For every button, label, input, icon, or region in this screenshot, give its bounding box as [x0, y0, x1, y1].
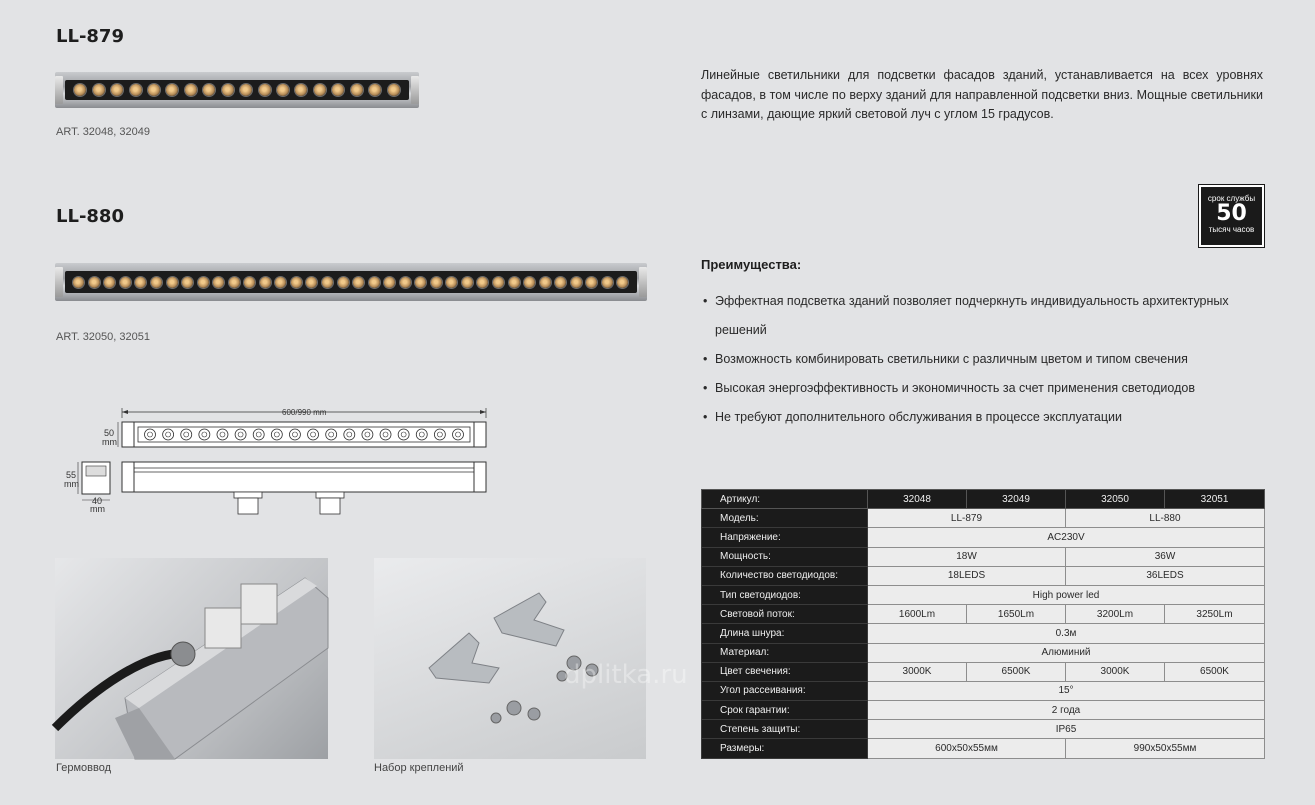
spec-label: Световой поток:	[702, 605, 868, 624]
led	[524, 277, 535, 288]
led	[260, 277, 271, 288]
spec-value: Алюминий	[868, 643, 1265, 662]
led	[93, 84, 105, 96]
drawing-led	[289, 429, 300, 440]
spec-value: 0.3м	[868, 624, 1265, 643]
advantage-item: • Эффектная подсветка зданий позволяет подчеркнуть индивидуальность архитектурных решений	[701, 287, 1265, 345]
spec-value: 1650Lm	[967, 605, 1066, 624]
led	[89, 277, 100, 288]
spec-value: High power led	[868, 585, 1265, 604]
product-image-ll880	[55, 263, 647, 301]
led	[369, 277, 380, 288]
led	[431, 277, 442, 288]
spec-row	[702, 662, 1265, 681]
spec-article: 32049	[967, 490, 1066, 509]
led	[120, 277, 131, 288]
drawing-led	[453, 429, 464, 440]
advantage-item: • Высокая энергоэффективность и экономичность за счет применения светодиодов	[701, 374, 1265, 403]
led	[322, 277, 333, 288]
spec-row	[702, 643, 1265, 662]
spec-value: 3000K	[1066, 662, 1165, 681]
spec-label: Угол рассеивания:	[702, 681, 868, 700]
spec-row	[702, 509, 1265, 528]
dim-width: 40	[92, 496, 103, 506]
photo-cable-gland	[55, 558, 328, 759]
advantage-item: • Не требуют дополнительного обслуживания в процессе эксплуатации	[701, 403, 1265, 432]
badge-top-text: срок службы	[1207, 194, 1256, 203]
led	[244, 277, 255, 288]
led	[493, 277, 504, 288]
spec-label: Напряжение:	[702, 528, 868, 547]
drawing-led	[398, 429, 409, 440]
led	[509, 277, 520, 288]
drawing-led	[380, 429, 391, 440]
led	[167, 277, 178, 288]
spec-label: Модель:	[702, 509, 868, 528]
led	[617, 277, 628, 288]
led	[295, 84, 307, 96]
drawing-led	[235, 429, 246, 440]
spec-value: 1600Lm	[868, 605, 967, 624]
spec-value: 18LEDS	[868, 566, 1066, 585]
led	[462, 277, 473, 288]
led	[338, 277, 349, 288]
drawing-led	[434, 429, 445, 440]
spec-row	[702, 681, 1265, 700]
led	[540, 277, 551, 288]
dim-width-unit: mm	[90, 504, 105, 514]
dim-height-top: 50	[104, 428, 115, 438]
led	[185, 84, 197, 96]
spec-value: 3000K	[868, 662, 967, 681]
spec-label: Количество светодиодов:	[702, 566, 868, 585]
led	[277, 84, 289, 96]
led	[74, 84, 86, 96]
spec-article: 32050	[1066, 490, 1165, 509]
led	[222, 84, 234, 96]
led	[306, 277, 317, 288]
dim-length-label: 600/990 mm	[282, 408, 327, 417]
product-title-ll880: LL-880	[56, 206, 124, 227]
photo-mount-kit	[374, 558, 688, 759]
led	[259, 84, 271, 96]
spec-label: Артикул:	[702, 490, 868, 509]
spec-label: Размеры:	[702, 739, 868, 758]
spec-label: Цвет свечения:	[702, 662, 868, 681]
spec-value: 3250Lm	[1165, 605, 1265, 624]
led	[111, 84, 123, 96]
spec-value: 18W	[868, 547, 1066, 566]
led	[384, 277, 395, 288]
spec-value: LL-879	[868, 509, 1066, 528]
spec-header-row	[702, 490, 1265, 509]
led	[477, 277, 488, 288]
drawing-led	[217, 429, 228, 440]
led	[400, 277, 411, 288]
product-title-ll879: LL-879	[56, 26, 124, 47]
drawing-led	[181, 429, 192, 440]
spec-row	[702, 585, 1265, 604]
spec-value: 36W	[1066, 547, 1265, 566]
led	[130, 84, 142, 96]
drawing-led	[326, 429, 337, 440]
photo-caption-cable-gland: Гермоввод	[56, 762, 111, 774]
dim-height-side-unit: mm	[64, 479, 79, 489]
led	[446, 277, 457, 288]
spec-row	[702, 528, 1265, 547]
spec-row	[702, 739, 1265, 758]
led	[229, 277, 240, 288]
spec-value: 600x50x55мм	[868, 739, 1066, 758]
spec-row	[702, 566, 1265, 585]
drawing-led	[416, 429, 427, 440]
dim-height-side: 55	[66, 470, 77, 480]
spec-value: 36LEDS	[1066, 566, 1265, 585]
led	[182, 277, 193, 288]
led	[104, 277, 115, 288]
spec-label: Тип светодиодов:	[702, 585, 868, 604]
led	[291, 277, 302, 288]
spec-article: 32048	[868, 490, 967, 509]
spec-value: 990x50x55мм	[1066, 739, 1265, 758]
led	[314, 84, 326, 96]
led	[73, 277, 84, 288]
drawing-led	[163, 429, 174, 440]
dim-height-top-unit: mm	[102, 437, 117, 447]
advantages-title: Преимущества:	[701, 257, 802, 272]
drawing-led	[271, 429, 282, 440]
spec-value: 6500K	[1165, 662, 1265, 681]
led	[203, 84, 215, 96]
led	[586, 277, 597, 288]
led	[555, 277, 566, 288]
led	[135, 277, 146, 288]
led	[351, 84, 363, 96]
photo-caption-mount-kit: Набор креплений	[374, 762, 464, 774]
drawing-led	[145, 429, 156, 440]
led	[332, 84, 344, 96]
led	[151, 277, 162, 288]
spec-table	[701, 489, 1265, 759]
led-strip	[65, 80, 409, 100]
led	[240, 84, 252, 96]
spec-value: IP65	[868, 720, 1265, 739]
spec-label: Степень защиты:	[702, 720, 868, 739]
led	[148, 84, 160, 96]
drawing-led	[308, 429, 319, 440]
led	[369, 84, 381, 96]
spec-label: Мощность:	[702, 547, 868, 566]
spec-row	[702, 701, 1265, 720]
description-text: Линейные светильники для подсветки фасадов зданий, устанавливается на всех уровнях фасадов, в том числе по верху зданий для направленной подсветки вниз. Мощные светильники с линзами, дающие яркий световой луч с углом 15 градусов.	[701, 68, 1263, 121]
led	[166, 84, 178, 96]
led	[571, 277, 582, 288]
spec-label: Материал:	[702, 643, 868, 662]
led	[275, 277, 286, 288]
technical-drawing	[56, 402, 496, 520]
spec-value: 15°	[868, 681, 1265, 700]
spec-value: 2 года	[868, 701, 1265, 720]
spec-value: LL-880	[1066, 509, 1265, 528]
product-art-ll879: ART. 32048, 32049	[56, 126, 150, 138]
spec-label: Длина шнура:	[702, 624, 868, 643]
lifetime-badge	[1199, 185, 1264, 247]
led-strip	[65, 271, 637, 293]
led	[213, 277, 224, 288]
spec-value: AC230V	[868, 528, 1265, 547]
advantages-list	[701, 287, 1265, 432]
spec-label: Срок гарантии:	[702, 701, 868, 720]
spec-row	[702, 547, 1265, 566]
led	[388, 84, 400, 96]
product-image-ll879	[55, 72, 419, 108]
led	[198, 277, 209, 288]
spec-row	[702, 605, 1265, 624]
drawing-led	[199, 429, 210, 440]
drawing-led	[344, 429, 355, 440]
led	[415, 277, 426, 288]
led	[602, 277, 613, 288]
badge-number: 50	[1216, 201, 1247, 226]
led	[353, 277, 364, 288]
advantage-item: • Возможность комбинировать светильники с различным цветом и типом свечения	[701, 345, 1265, 374]
drawing-led	[253, 429, 264, 440]
product-art-ll880: ART. 32050, 32051	[56, 331, 150, 343]
badge-bottom-text: тысяч часов	[1208, 225, 1255, 234]
spec-value: 3200Lm	[1066, 605, 1165, 624]
spec-value: 6500K	[967, 662, 1066, 681]
spec-row	[702, 720, 1265, 739]
spec-article: 32051	[1165, 490, 1265, 509]
watermark: dplitka.ru	[564, 660, 688, 690]
spec-row	[702, 624, 1265, 643]
drawing-led	[362, 429, 373, 440]
